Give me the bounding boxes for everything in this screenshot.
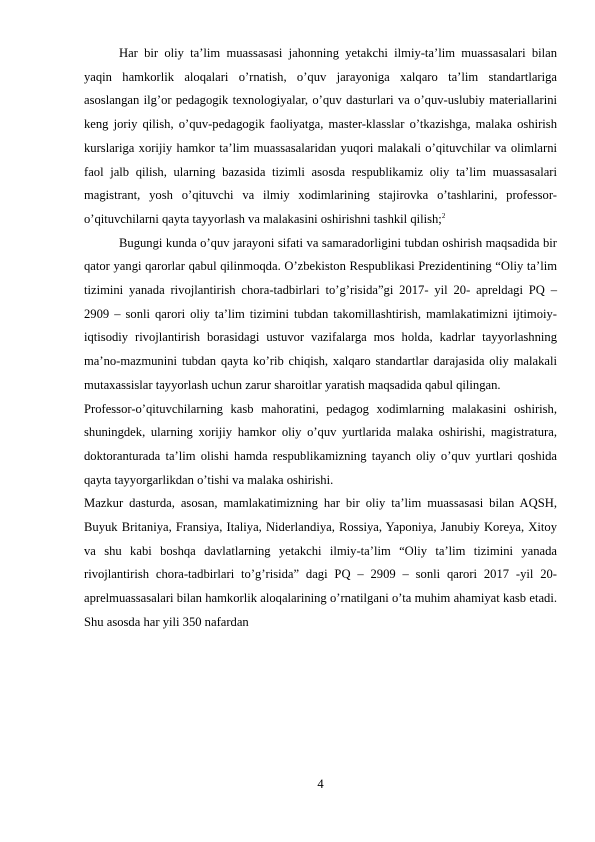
footnote-marker[interactable]: 2 [441, 211, 446, 220]
page-number: 4 [317, 777, 324, 791]
paragraph-professional-development: Professor-o’qituvchilarning kasb mahoratini, pedagog xodimlarning malakasini oshirish, shuningdek, ularning xorijiy hamkor oliy o’quv yurtlarida malaka oshirishi, magistratura, doktoranturada ta’lim olishi hamda respublikamizning tayanch oliy o’quv yurtlari qoshida qayta tayyorgarlikdan o’tishi va malaka oshirishi. [84, 401, 557, 487]
paragraph-program-partners: Mazkur dasturda, asosan, mamlakatimizning har bir oliy ta’lim muassasasi bilan AQSH, Buyuk Britaniya, Fransiya, Italiya, Niderlandiya, Rossiya, Yaponiya, Janubiy Koreya, Xitoy va shu kabi boshqa davlatlarning yetakchi ilmiy-ta’lim “Oliy ta’lim tizimini yanada rivojlantirish chora-tadbirlari to’g’risida” dagi PQ – 2909 – sonli qarori 2017 -yil 20- aprelmuassasalari bilan hamkorlik aloqalarining o’rnatilgani o’ta muhim ahamiyat kasb etadi. Shu asosda har yili 350 nafardan [84, 496, 557, 629]
paragraph-international-cooperation [84, 42, 557, 232]
paragraph-text: Har bir oliy ta’lim muassasasi jahonning yetakchi ilmiy-ta’lim muassasalari bilan yaqin hamkorlik aloqalari o’rnatish, o’quv jarayoniga xalqaro ta’lim standartlariga asoslangan ilg’or pedagogik texnologiyalar, o’quv dasturlari va o’quv-uslubiy materiallarini keng joriy qilish, o’quv-pedagogik faoliyatga, master-klasslar o’tkazishga, malaka oshirish kurslariga xorijiy hamkor ta’lim muassasalaridan yuqori malakali o’qituvchilar va olimlarni faol jalb qilish, ularning bazasida tizimli asosda respublikamiz oliy ta’lim muassasalari magistrant, yosh o’qituvchi va ilmiy xodimlarining stajirovka o’tashlarini, professor-o’qituvchilarni qayta tayyorlash va malakasini oshirishni tashkil qilish; [84, 46, 557, 226]
document-page [84, 42, 557, 635]
paragraph-new-decrees: Bugungi kunda o’quv jarayoni sifati va samaradorligini tubdan oshirish maqsadida bir qator yangi qarorlar qabul qilinmoqda. O’zbekiston Respublikasi Prezidentining “Oliy ta’lim tizimini yanada rivojlantirish chora-tadbirlari to’g’risida”gi 2017- yil 20- apreldagi PQ – 2909 – sonli qarori oliy ta’lim tizimini tubdan takomillashtirish, mamlakatimizni ijtimoiy-iqtisodiy rivojlantirish borasidagi ustuvor vazifalarga mos holda, kadrlar tayyorlashning ma’no-mazmunini tubdan qayta ko’rib chiqish, xalqaro standartlar darajasida oliy malakali mutaxassislar tayyorlash uchun zarur sharoitlar yaratish maqsadida qabul qilingan. [84, 235, 557, 392]
